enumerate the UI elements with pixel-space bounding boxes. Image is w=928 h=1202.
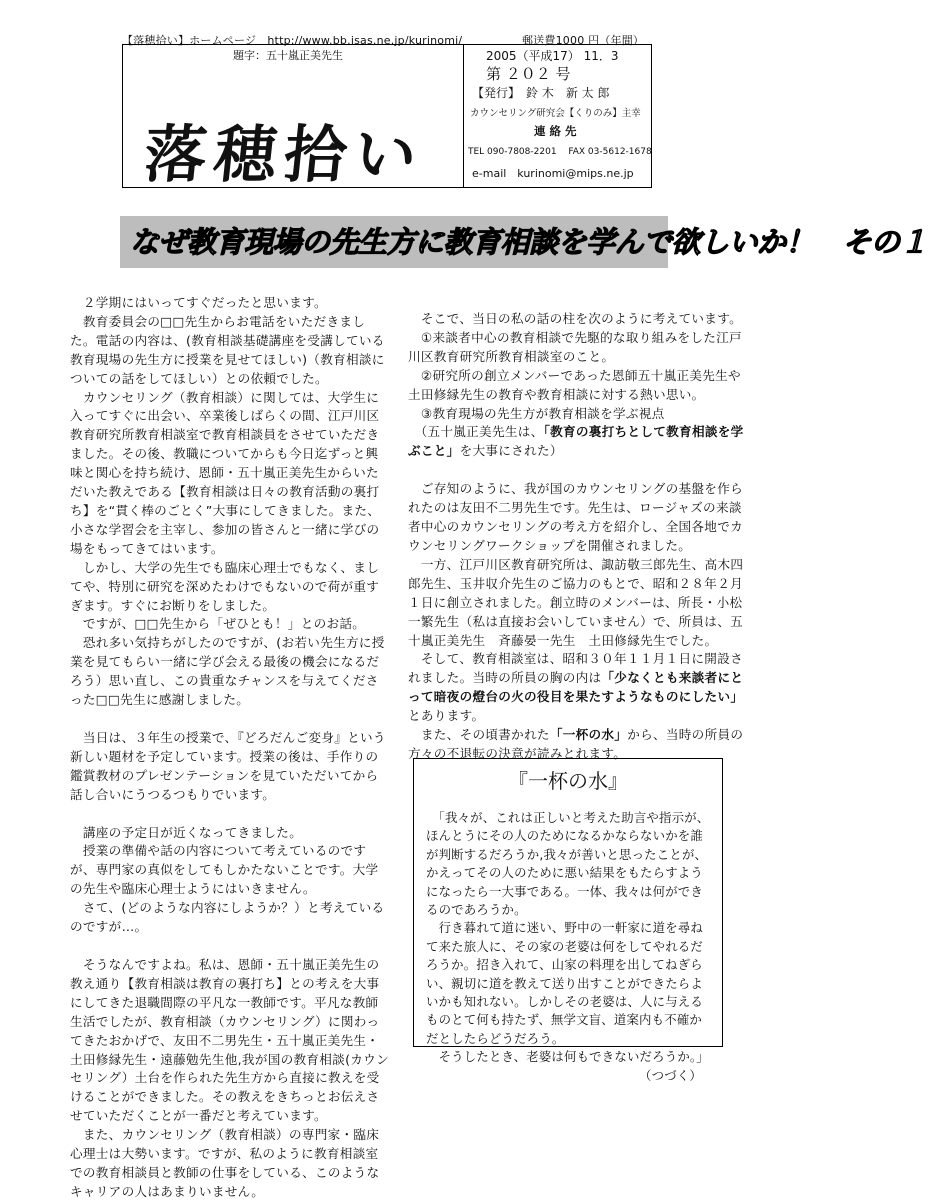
calligraphy-credit: 題字：五十嵐正美先生	[233, 49, 343, 62]
quote-title: 『一杯の水』	[508, 769, 628, 793]
left-column	[70, 294, 390, 1202]
paragraph: ですが、□□先生から「ぜひとも！」とのお話。	[70, 616, 366, 632]
paragraph: そうなんですよね。私は、恩師・五十嵐正美先生の教え通り【教育相談は教育の裏打ち】との考えを大事にしてきた退職間際の平凡な一教師です。平凡な教師生活でしたが、教育相談（カウンセリング）に関わってきたおかげで、友田不二男先生・五十嵐正美先生・土田修縁先生・遠藤勉先生他,我が国の教育相談(カウンセリング）土台を作られた先生方から直接に教えを受けることができました。その教えをきちっとお伝えさせていただくことが一番だと考えています。	[70, 957, 389, 1124]
headline-banner	[120, 216, 928, 268]
list-item: ①来談者中心の教育相談で先駆的な取り組みをした江戸川区教育研究所教育相談室のこと。	[408, 329, 742, 364]
paragraph: 授業の準備や話の内容について考えているのですが、専門家の真似をしてもしかたないことです。大学の先生や臨床心理士ようにはいきません。	[70, 843, 379, 897]
paragraph: そこで、当日の私の話の柱を次のように考えています。	[408, 311, 742, 326]
issue-date: 2005（平成17） 11．3	[486, 49, 619, 63]
quote-body	[426, 809, 714, 1085]
paragraph: カウンセリング（教育相談）に関しては、大学生に入ってすぐに出会い、卒業後しばらくの間、江戸川区教育研究所教育相談室で教育相談員をさせていただきました。その後、教職についてからも今日迄ずっと興味と関心を持ち続け、恩師・五十嵐正美先生からいただいた教えである【教育相談は日々の教育活動の裏打ち】を“貫く棒のごとく”大事にしてきました。また、小さな学習会を主宰し、参加の皆さんと一緒に学びの場をもってきてはいます。	[70, 389, 381, 556]
paragraph: しかし、大学の先生でも臨床心理士でもなく、ましてや、特別に研究を深めたわけでもないので荷が重すぎます。すぐにお断りをしました。	[70, 559, 380, 613]
paragraph: 当日は、３年生の授業で、『どろだんご変身』という新しい題材を予定しています。授業の後は、手作りの鑑賞教材のプレゼンテーションを見ていただいてから話し合いにうつるつもりでいます。	[70, 729, 386, 802]
paragraph: さて、(どのような内容にしようか？）と考えているのですが…。	[70, 900, 385, 935]
issue-number: 第 ２０２ 号	[486, 65, 571, 83]
list-item: ②研究所の創立メンバーであった恩師五十嵐正美先生や土田修縁先生の教育や教育相談に対する熱い思い。	[408, 367, 741, 402]
quote-paragraph: 行き暮れて道に迷い、野中の一軒家に道を尋ねて来た旅人に、その家の老婆は何をしてやれるだろうか。招き入れて、山家の料理を出してねぎらい、親切に道を教えて送り出すことができたらよいかも知れない。しかしその老婆は、人に与えるものとて何も持たず、無学文盲、道案内も不確かだとしたらどうだろう。	[426, 920, 703, 1046]
right-column	[408, 310, 744, 764]
masthead-info	[464, 45, 651, 187]
masthead-title-area	[123, 45, 464, 191]
paragraph: 教育委員会の□□先生からお電話をいただきました。電話の内容は、(教育相談基礎講座を受講している教育現場の先生方に授業を見せてほしい)（教育相談についての話をしてほしい）との依頼でした。	[70, 313, 385, 386]
paragraph: 一方、江戸川区教育研究所は、諏訪敬三郎先生、高木四郎先生、玉井収介先生のご協力のもとで、昭和２８年２月１日に創立されました。創立時のメンバーは、所長・小松一繁先生（私は直接お会いしていません）で、所員は、五十嵐正美先生 斉藤晏一先生 土田修縁先生でした。	[408, 556, 744, 648]
quote-paragraph: 「我々が、これは正しいと考えた助言や指示が、ほんとうにその人のためになるかならないかを誰が判断するだろうか,我々が善いと思ったことが、かえってその人のために悪い結果をもたらすようになったら一大事である。一体、我々は何ができるのであろうか。	[426, 810, 710, 918]
paragraph: また、カウンセリング（教育相談）の専門家・臨床心理士は大勢います。ですが、私のように教育相談室での教育相談員と教師の仕事をしている、このようなキャリアの人はあまりいません。	[70, 1127, 380, 1199]
publisher: 【発行】 鈴 木 新 太 郎	[472, 86, 610, 100]
paragraph: そして、教育相談室は、昭和３０年１１月１日に開設されました。当時の所員の胸の内は「少なくとも来談者にとって暗夜の燈台の火の役目を果たすようなものにしたい」とあります。	[408, 651, 744, 724]
continued-note: （つづく）	[639, 1067, 702, 1083]
subscription-price: 郵送費1000 円（年間）	[522, 34, 645, 47]
organization: カウンセリング研究会【くりのみ】主幸	[470, 108, 641, 119]
newsletter-logo: 落穂拾い	[140, 118, 429, 191]
quote-box	[413, 758, 723, 1083]
list-item: ③教育現場の先生方が教育相談を学ぶ視点	[408, 405, 665, 421]
emphasis: 「少なくとも来談者にとって暗夜の燈台の火の役目を果たすようなものにしたい」	[408, 670, 744, 705]
paragraph: ご存知のように、我が国のカウンセリングの基盤を作られたのは友田不二男先生です。先生は、ロージャズの来談者中心のカウンセリングの考え方を紹介し、全国各地でカウンセリングワークショップを開催されました。	[408, 481, 743, 553]
quote-paragraph: そうしたとき、老婆は何もできないだろうか。」	[426, 1049, 709, 1065]
headline: なぜ教育現場の先生方に教育相談を学んで欲しいか！ その１	[130, 225, 928, 259]
paragraph: また、その頃書かれた「一杯の水」から、当時の所員の方々の不退転の決意が読みとれます。	[408, 727, 744, 761]
emphasis: 「一杯の水」	[549, 727, 628, 743]
site-line: 【落穂拾い】ホームページ http://www.bb.isas.ne.jp/kurinomi/	[122, 34, 463, 47]
paragraph: ２学期にはいってすぐだったと思います。	[70, 295, 327, 310]
emphasis: 「教育の裏打ちとして教育相談を学ぶこと」	[408, 424, 744, 459]
masthead	[122, 44, 652, 191]
paragraph: 恐れ多い気持ちがしたのですが、(お若い先生方に授業を見てもらい一緒に学び会える最後の機会になるだろう）思い直し、この貴重なチャンスを与えてくださった□□先生に感謝しました。	[70, 635, 385, 708]
contact-label: 連 絡 先	[534, 124, 577, 138]
email: e-mail kurinomi@mips.ne.jp	[472, 167, 634, 180]
note: （五十嵐正美先生は、「教育の裏打ちとして教育相談を学ぶこと」を大事にされた）	[408, 424, 744, 459]
tel-fax: TEL 090-7808-2201 FAX 03-5612-1678	[468, 147, 652, 157]
paragraph: 講座の予定日が近くなってきました。	[70, 824, 303, 840]
